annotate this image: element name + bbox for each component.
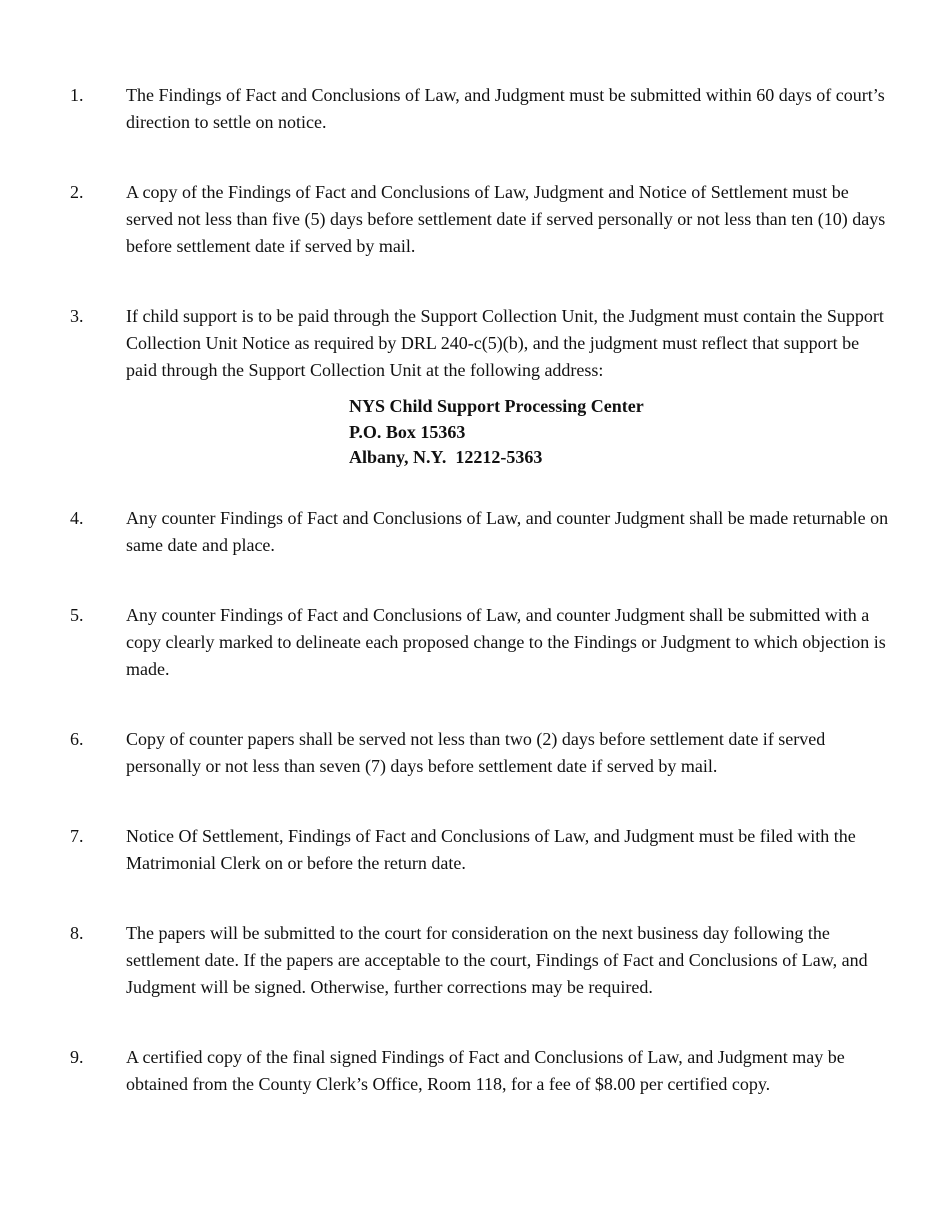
item-number: 1. xyxy=(70,85,84,105)
list-item-8 xyxy=(70,920,890,1001)
list-item-4 xyxy=(70,505,890,559)
list-item-3 xyxy=(70,303,890,384)
item-text: A copy of the Findings of Fact and Conclusions of Law, Judgment and Notice of Settlement must be served not less than five (5) days before settlement date if served personally or not less than ten (10) days before settlement date if served by mail. xyxy=(126,182,886,256)
item-text: The Findings of Fact and Conclusions of Law, and Judgment must be submitted within 60 days of court’s direction to settle on notice. xyxy=(126,85,885,132)
item-text: Any counter Findings of Fact and Conclusions of Law, and counter Judgment shall be submitted with a copy clearly marked to delineate each proposed change to the Findings or Judgment to which objection is made. xyxy=(126,605,886,679)
item-number: 7. xyxy=(70,826,84,846)
item-number: 6. xyxy=(70,729,84,749)
item-number: 2. xyxy=(70,182,84,202)
list-item-7 xyxy=(70,823,890,877)
item-text: If child support is to be paid through the Support Collection Unit, the Judgment must contain the Support Collection Unit Notice as required by DRL 240-c(5)(b), and the judgment must reflect that support be paid through the Support Collection Unit at the following address: xyxy=(126,306,884,380)
list-item-6 xyxy=(70,726,890,780)
item-text: Any counter Findings of Fact and Conclusions of Law, and counter Judgment shall be made returnable on same date and place. xyxy=(126,508,889,555)
item-number: 4. xyxy=(70,508,84,528)
address-line-2: P.O. Box 15363 xyxy=(349,421,466,442)
item-number: 3. xyxy=(70,306,84,326)
item-number: 5. xyxy=(70,605,84,625)
list-item-1 xyxy=(70,82,890,136)
item-number: 8. xyxy=(70,923,84,943)
list-item-2 xyxy=(70,179,890,260)
address-line-3: Albany, N.Y. 12212-5363 xyxy=(349,447,543,467)
list-item-9 xyxy=(70,1044,890,1098)
mailing-address xyxy=(349,394,644,471)
list-item-5 xyxy=(70,602,890,683)
item-number: 9. xyxy=(70,1047,84,1067)
item-text: A certified copy of the final signed Findings of Fact and Conclusions of Law, and Judgment may be obtained from the County Clerk’s Office, Room 118, for a fee of $8.00 per certified copy. xyxy=(126,1047,845,1094)
item-text: Copy of counter papers shall be served not less than two (2) days before settlement date if served personally or not less than seven (7) days before settlement date if served by mail. xyxy=(126,729,826,776)
item-text: The papers will be submitted to the court for consideration on the next business day following the settlement date. If the papers are acceptable to the court, Findings of Fact and Conclusions of Law, and Judgment will be signed. Otherwise, further corrections may be required. xyxy=(126,923,868,997)
item-text: Notice Of Settlement, Findings of Fact and Conclusions of Law, and Judgment must be filed with the Matrimonial Clerk on or before the return date. xyxy=(126,826,856,873)
address-line-1: NYS Child Support Processing Center xyxy=(349,396,644,416)
